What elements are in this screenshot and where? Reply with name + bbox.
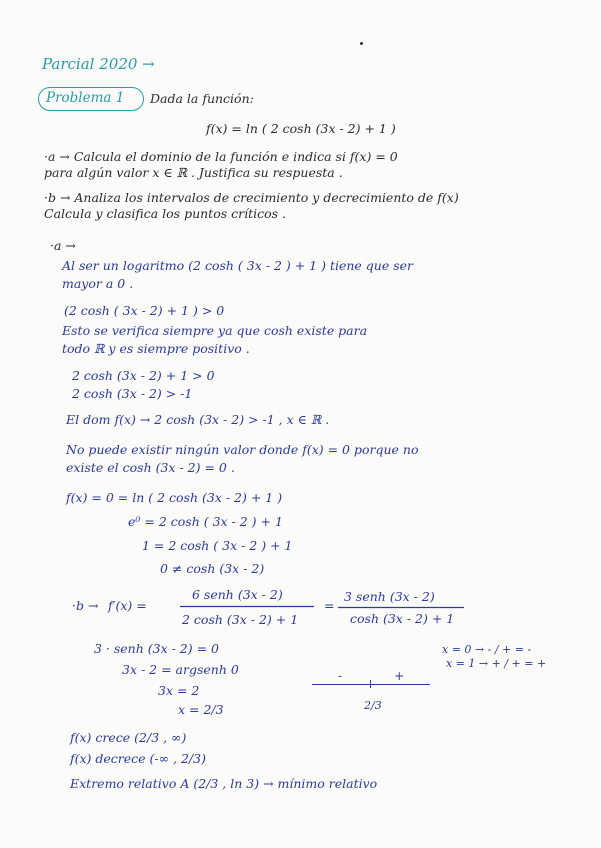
part-a-line-12: e⁰ = 2 cosh ( 3x - 2 ) + 1 [128, 514, 283, 529]
sign-minus: - [338, 668, 343, 683]
ink-dot [360, 42, 363, 45]
part-a-line-14: 0 ≠ cosh (3x - 2) [160, 561, 265, 576]
decreasing-interval: f(x) decrece (-∞ , 2/3) [70, 751, 206, 766]
sign-test-2: x = 1 → + / + = + [446, 657, 547, 670]
part-a-line-2: mayor a 0 . [62, 276, 134, 291]
part-a-line-8: El dom f(x) → 2 cosh (3x - 2) > -1 , x ∈ ℝ . [66, 412, 330, 427]
derivative-numerator-1: 6 senh (3x - 2) [192, 587, 283, 602]
part-a-line-4: Esto se verifica siempre ya que cosh existe para [62, 323, 368, 338]
problem-intro: Dada la función: [150, 91, 254, 106]
derivative-equals: = [324, 598, 335, 613]
part-a-line-11: f(x) = 0 = ln ( 2 cosh (3x - 2) + 1 ) [66, 490, 283, 505]
relative-extreme: Extremo relativo A (2/3 , ln 3) → mínimo relativo [70, 776, 378, 791]
part-a-line-10: existe el cosh (3x - 2) = 0 . [66, 460, 235, 475]
derivative-denominator-1: 2 cosh (3x - 2) + 1 [182, 612, 299, 627]
part-a-line-3: (2 cosh ( 3x - 2) + 1 ) > 0 [64, 303, 225, 318]
statement-a-line-2: para algún valor x ∈ ℝ . Justifica su respuesta . [44, 165, 343, 180]
increasing-interval: f(x) crece (2/3 , ∞) [70, 730, 187, 745]
sign-line-tick [370, 680, 371, 688]
part-b-label: ·b → [72, 598, 99, 613]
statement-b-line-2: Calcula y clasifica los puntos críticos . [44, 206, 286, 221]
statement-a-line-1: ·a → Calcula el dominio de la función e indica si f(x) = 0 [44, 149, 398, 164]
part-a-line-6: 2 cosh (3x - 2) + 1 > 0 [72, 368, 215, 383]
page-title: Parcial 2020 → [42, 55, 155, 73]
fraction-bar-2 [338, 606, 466, 609]
part-a-line-7: 2 cosh (3x - 2) > -1 [72, 386, 193, 401]
critical-point-label: 2/3 [364, 699, 382, 712]
part-b-step-3: 3x = 2 [158, 683, 200, 698]
fraction-bar-1 [180, 605, 316, 608]
part-b-step-2: 3x - 2 = argsenh 0 [122, 662, 239, 677]
part-a-line-5: todo ℝ y es siempre positivo . [62, 341, 250, 356]
part-a-label: ·a → [50, 238, 76, 253]
function-definition: f(x) = ln ( 2 cosh (3x - 2) + 1 ) [206, 121, 396, 136]
statement-b-line-1: ·b → Analiza los intervalos de crecimiento y decrecimiento de f(x) [44, 190, 459, 205]
part-b-step-1: 3 · senh (3x - 2) = 0 [94, 641, 220, 656]
derivative-denominator-2: cosh (3x - 2) + 1 [350, 611, 455, 626]
sign-test-1: x = 0 → - / + = - [442, 643, 532, 656]
sign-number-line [312, 684, 430, 685]
part-a-line-1: Al ser un logaritmo (2 cosh ( 3x - 2 ) + 1 ) tiene que ser [62, 258, 414, 273]
part-a-line-13: 1 = 2 cosh ( 3x - 2 ) + 1 [142, 538, 293, 553]
part-a-line-9: No puede existir ningún valor donde f(x) = 0 porque no [66, 442, 419, 457]
part-b-step-4: x = 2/3 [178, 702, 224, 717]
derivative-numerator-2: 3 senh (3x - 2) [344, 589, 435, 604]
problem-label: Problema 1 [46, 90, 125, 106]
sign-plus: + [394, 668, 405, 683]
derivative-lhs: f′(x) = [108, 598, 147, 613]
